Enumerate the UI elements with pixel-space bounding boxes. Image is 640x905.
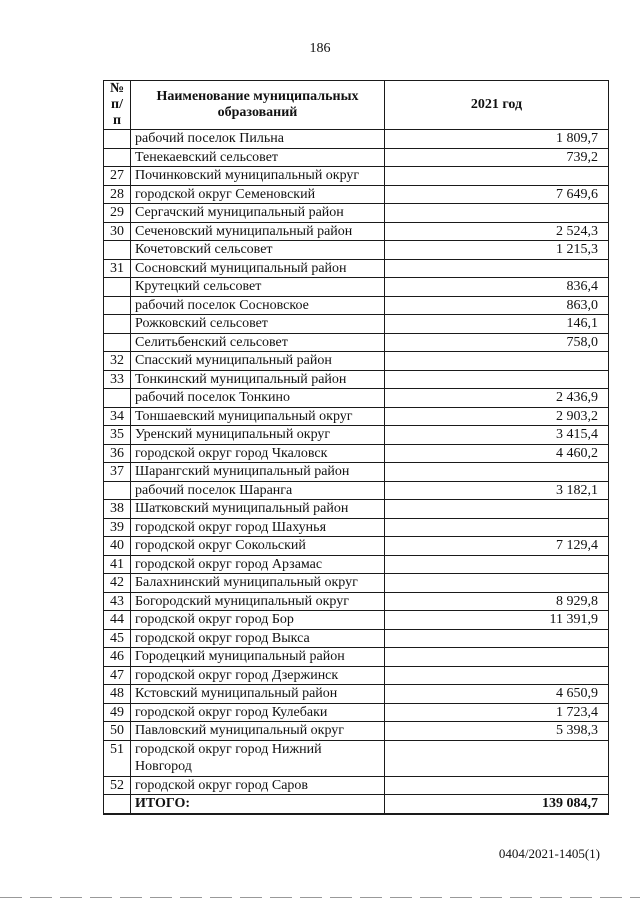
row-value	[385, 648, 609, 667]
row-value	[385, 370, 609, 389]
row-name: рабочий поселок Тонкино	[131, 389, 385, 408]
table-row	[104, 648, 609, 667]
row-num: 45	[104, 629, 131, 648]
row-num	[104, 296, 131, 315]
row-num: 34	[104, 407, 131, 426]
table-row	[104, 389, 609, 408]
total-num	[104, 795, 131, 814]
row-value: 1 723,4	[385, 703, 609, 722]
table-row	[104, 130, 609, 149]
row-value	[385, 204, 609, 223]
row-name: городской округ город Чкаловск	[131, 444, 385, 463]
row-num: 50	[104, 722, 131, 741]
page-bottom-rule	[0, 897, 640, 898]
row-num: 32	[104, 352, 131, 371]
page-number: 186	[309, 41, 331, 56]
row-name: Крутецкий сельсовет	[131, 278, 385, 297]
table-row	[104, 426, 609, 445]
row-name: городской округ город Бор	[131, 611, 385, 630]
table-row	[104, 241, 609, 260]
row-name: Рожковский сельсовет	[131, 315, 385, 334]
row-value: 8 929,8	[385, 592, 609, 611]
row-name: городской округ город Кулебаки	[131, 703, 385, 722]
row-value	[385, 666, 609, 685]
row-num	[104, 333, 131, 352]
row-num: 52	[104, 776, 131, 795]
row-num: 47	[104, 666, 131, 685]
row-name: рабочий поселок Сосновское	[131, 296, 385, 315]
table-row	[104, 352, 609, 371]
table-row	[104, 278, 609, 297]
total-value: 139 084,7	[385, 795, 609, 814]
row-value: 2 903,2	[385, 407, 609, 426]
row-value	[385, 629, 609, 648]
table-row	[104, 315, 609, 334]
row-name: городской округ город Нижний Новгород	[131, 740, 385, 776]
row-num: 48	[104, 685, 131, 704]
row-name: Балахнинский муниципальный округ	[131, 574, 385, 593]
table-row	[104, 555, 609, 574]
row-name: Сосновский муниципальный район	[131, 259, 385, 278]
row-num: 30	[104, 222, 131, 241]
row-num	[104, 278, 131, 297]
row-name: Сергачский муниципальный район	[131, 204, 385, 223]
row-value	[385, 740, 609, 776]
row-num: 41	[104, 555, 131, 574]
table-row	[104, 185, 609, 204]
table-row	[104, 407, 609, 426]
row-name: городской округ Семеновский	[131, 185, 385, 204]
table-header-row	[104, 81, 609, 130]
table-row	[104, 444, 609, 463]
row-name: Уренский муниципальный округ	[131, 426, 385, 445]
table-row	[104, 333, 609, 352]
row-num: 42	[104, 574, 131, 593]
row-num: 33	[104, 370, 131, 389]
row-num	[104, 241, 131, 260]
row-num: 39	[104, 518, 131, 537]
row-name: Тоншаевский муниципальный округ	[131, 407, 385, 426]
total-label: ИТОГО:	[131, 795, 385, 814]
table-row	[104, 259, 609, 278]
row-name: Кочетовский сельсовет	[131, 241, 385, 260]
table-row	[104, 740, 609, 776]
row-value	[385, 518, 609, 537]
row-name: Спасский муниципальный район	[131, 352, 385, 371]
row-value	[385, 259, 609, 278]
table-row	[104, 611, 609, 630]
row-num: 40	[104, 537, 131, 556]
row-num: 31	[104, 259, 131, 278]
row-num: 46	[104, 648, 131, 667]
row-value	[385, 555, 609, 574]
row-name: Кстовский муниципальный район	[131, 685, 385, 704]
row-num: 49	[104, 703, 131, 722]
row-num: 44	[104, 611, 131, 630]
table-row	[104, 703, 609, 722]
document-code: 0404/2021-1405(1)	[498, 846, 600, 861]
row-value	[385, 352, 609, 371]
row-name: Починковский муниципальный округ	[131, 167, 385, 186]
row-name: рабочий поселок Пильна	[131, 130, 385, 149]
table-row	[104, 370, 609, 389]
row-num	[104, 130, 131, 149]
row-value	[385, 574, 609, 593]
total-row	[104, 795, 609, 814]
row-num	[104, 315, 131, 334]
row-name: Шарангский муниципальный район	[131, 463, 385, 482]
row-num	[104, 148, 131, 167]
row-value: 836,4	[385, 278, 609, 297]
header-value: 2021 год	[385, 81, 609, 130]
table-row	[104, 481, 609, 500]
row-name: городской округ Сокольский	[131, 537, 385, 556]
row-name: городской округ город Саров	[131, 776, 385, 795]
municipal-table	[103, 80, 609, 815]
row-num	[104, 481, 131, 500]
row-value	[385, 500, 609, 519]
row-value: 146,1	[385, 315, 609, 334]
row-name: Городецкий муниципальный район	[131, 648, 385, 667]
table-row	[104, 500, 609, 519]
table-row	[104, 148, 609, 167]
row-value: 4 460,2	[385, 444, 609, 463]
row-value: 7 649,6	[385, 185, 609, 204]
row-name: Сеченовский муниципальный район	[131, 222, 385, 241]
row-name: Богородский муниципальный округ	[131, 592, 385, 611]
row-value	[385, 167, 609, 186]
row-num: 35	[104, 426, 131, 445]
row-value: 1 809,7	[385, 130, 609, 149]
row-name: городской округ город Дзержинск	[131, 666, 385, 685]
row-value: 5 398,3	[385, 722, 609, 741]
row-num: 51	[104, 740, 131, 776]
row-num: 37	[104, 463, 131, 482]
row-value: 7 129,4	[385, 537, 609, 556]
row-num	[104, 389, 131, 408]
row-value: 2 436,9	[385, 389, 609, 408]
table-row	[104, 574, 609, 593]
row-value: 1 215,3	[385, 241, 609, 260]
table-row	[104, 722, 609, 741]
row-num: 27	[104, 167, 131, 186]
table-row	[104, 296, 609, 315]
row-name: городской округ город Выкса	[131, 629, 385, 648]
row-value: 863,0	[385, 296, 609, 315]
row-name: городской округ город Арзамас	[131, 555, 385, 574]
table-row	[104, 518, 609, 537]
row-value	[385, 776, 609, 795]
row-num: 36	[104, 444, 131, 463]
row-name: Тонкинский муниципальный район	[131, 370, 385, 389]
row-value: 3 182,1	[385, 481, 609, 500]
row-name: Селитьбенский сельсовет	[131, 333, 385, 352]
row-name: городской округ город Шахунья	[131, 518, 385, 537]
row-value: 4 650,9	[385, 685, 609, 704]
row-num: 29	[104, 204, 131, 223]
table-row	[104, 592, 609, 611]
row-value: 11 391,9	[385, 611, 609, 630]
table-row	[104, 537, 609, 556]
table-row	[104, 685, 609, 704]
row-name: рабочий поселок Шаранга	[131, 481, 385, 500]
row-name: Тенекаевский сельсовет	[131, 148, 385, 167]
row-name: Павловский муниципальный округ	[131, 722, 385, 741]
table-row	[104, 776, 609, 795]
table-row	[104, 463, 609, 482]
row-value	[385, 463, 609, 482]
table-row	[104, 204, 609, 223]
header-name: Наименование муниципальных образований	[131, 81, 385, 130]
row-num: 28	[104, 185, 131, 204]
table-row	[104, 167, 609, 186]
table-row	[104, 222, 609, 241]
header-num: № п/п	[104, 81, 131, 130]
row-value: 758,0	[385, 333, 609, 352]
row-value: 2 524,3	[385, 222, 609, 241]
row-num: 43	[104, 592, 131, 611]
table-row	[104, 629, 609, 648]
row-name: Шатковский муниципальный район	[131, 500, 385, 519]
row-value: 739,2	[385, 148, 609, 167]
table-body	[104, 130, 609, 814]
row-value: 3 415,4	[385, 426, 609, 445]
row-num: 38	[104, 500, 131, 519]
table-row	[104, 666, 609, 685]
